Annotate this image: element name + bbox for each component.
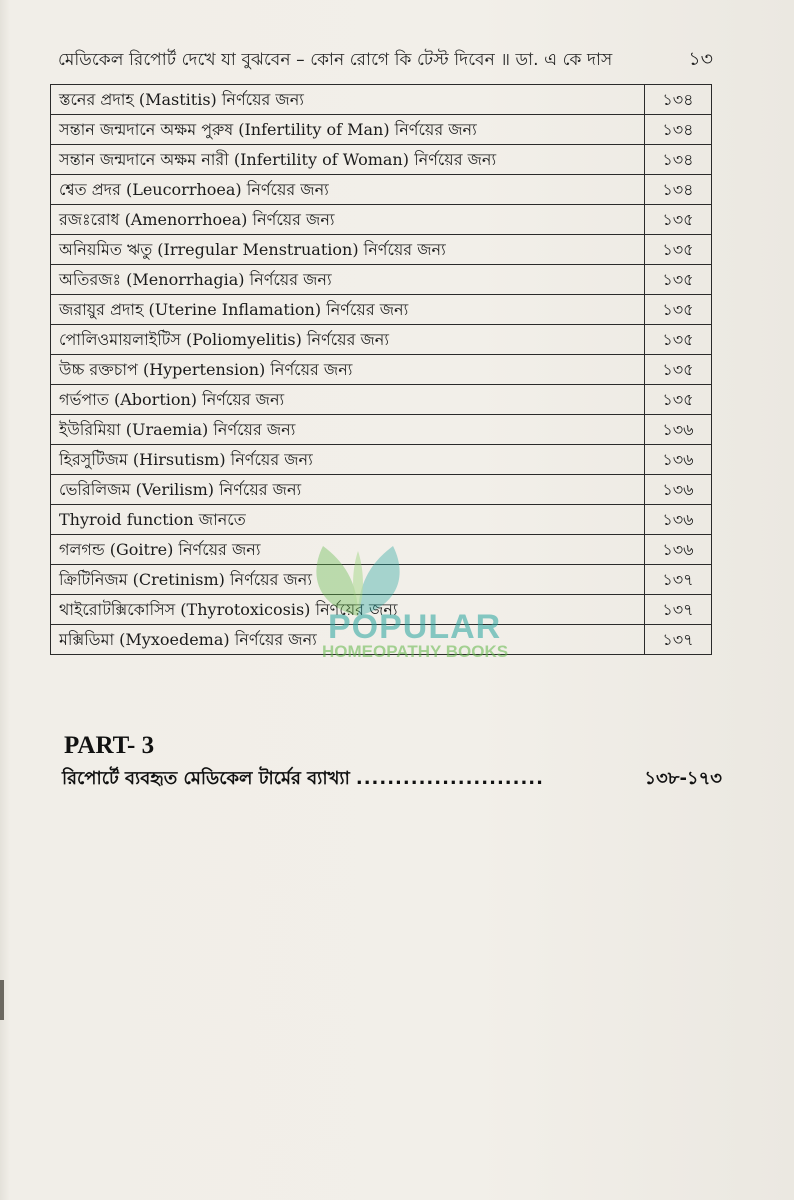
toc-page: ১৩৭: [644, 565, 711, 595]
toc-page: ১৩৫: [644, 355, 711, 385]
table-row: [51, 325, 712, 355]
table-row: [51, 475, 712, 505]
toc-entry: অনিয়মিত ঋতু (Irregular Menstruation) নির্ণয়ের জন্য: [51, 235, 645, 265]
part-entry-title: রিপোর্টে ব্যবহৃত মেডিকেল টার্মের ব্যাখ্যা: [62, 768, 350, 789]
part-heading: PART- 3: [64, 732, 155, 759]
toc-entry: অতিরজঃ (Menorrhagia) নির্ণয়ের জন্য: [51, 265, 645, 295]
toc-page: ১৩৫: [644, 385, 711, 415]
contents-table: [50, 84, 712, 655]
table-row: [51, 205, 712, 235]
toc-entry: মক্সিডিমা (Myxoedema) নির্ণয়ের জন্য: [51, 625, 645, 655]
toc-entry: ইউরিমিয়া (Uraemia) নির্ণয়ের জন্য: [51, 415, 645, 445]
watermark-line2: HOMEOPATHY BOOKS: [322, 642, 509, 661]
toc-entry: উচ্চ রক্তচাপ (Hypertension) নির্ণয়ের জন্য: [51, 355, 645, 385]
table-row: [51, 535, 712, 565]
toc-page: ১৩৬: [644, 505, 711, 535]
toc-entry: পোলিওমায়লাইটিস (Poliomyelitis) নির্ণয়ের জন্য: [51, 325, 645, 355]
toc-page: ১৩৪: [644, 175, 711, 205]
contents-table-body: [51, 85, 712, 655]
toc-entry: ভেরিলিজম (Verilism) নির্ণয়ের জন্য: [51, 475, 645, 505]
toc-page: ১৩৫: [644, 265, 711, 295]
table-row: [51, 445, 712, 475]
toc-entry: গলগন্ড (Goitre) নির্ণয়ের জন্য: [51, 535, 645, 565]
table-row: [51, 145, 712, 175]
toc-page: ১৩৬: [644, 415, 711, 445]
toc-page: ১৩৭: [644, 595, 711, 625]
table-row: [51, 415, 712, 445]
table-row: [51, 235, 712, 265]
toc-entry: জরায়ুর প্রদাহ (Uterine Inflamation) নির্ণয়ের জন্য: [51, 295, 645, 325]
toc-entry: থাইরোটক্সিকোসিস (Thyrotoxicosis) নির্ণয়ের জন্য: [51, 595, 645, 625]
table-row: [51, 385, 712, 415]
toc-page: ১৩৬: [644, 535, 711, 565]
toc-page: ১৩৭: [644, 625, 711, 655]
toc-page: ১৩৫: [644, 205, 711, 235]
table-row: [51, 265, 712, 295]
header-page-number: ১৩: [688, 48, 713, 70]
part-entry: [62, 764, 722, 795]
toc-entry: ক্রিটিনিজম (Cretinism) নির্ণয়ের জন্য: [51, 565, 645, 595]
toc-page: ১৩৬: [644, 475, 711, 505]
table-row: [51, 85, 712, 115]
running-header: [58, 44, 713, 78]
table-row: [51, 595, 712, 625]
toc-page: ১৩৪: [644, 145, 711, 175]
toc-entry: শ্বেত প্রদর (Leucorrhoea) নির্ণয়ের জন্য: [51, 175, 645, 205]
toc-page: ১৩৪: [644, 85, 711, 115]
toc-entry: Thyroid function জানতে: [51, 505, 645, 535]
toc-entry: গর্ভপাত (Abortion) নির্ণয়ের জন্য: [51, 385, 645, 415]
toc-entry: রজঃরোধ (Amenorrhoea) নির্ণয়ের জন্য: [51, 205, 645, 235]
toc-entry: হিরসুটিজম (Hirsutism) নির্ণয়ের জন্য: [51, 445, 645, 475]
table-row: [51, 175, 712, 205]
toc-page: ১৩৬: [644, 445, 711, 475]
table-row: [51, 505, 712, 535]
header-title: মেডিকেল রিপোর্ট দেখে যা বুঝবেন – কোন রোগে কি টেস্ট দিবেন ॥ ডা. এ কে দাস: [58, 50, 613, 70]
toc-entry: সন্তান জন্মদানে অক্ষম নারী (Infertility of Woman) নির্ণয়ের জন্য: [51, 145, 645, 175]
toc-entry: স্তনের প্রদাহ (Mastitis) নির্ণয়ের জন্য: [51, 85, 645, 115]
table-row: [51, 355, 712, 385]
toc-page: ১৩৫: [644, 235, 711, 265]
part-entry-leader: ........................: [355, 768, 544, 789]
part-entry-pages: ১৩৮-১৭৩: [644, 768, 722, 789]
watermark-line1: POPULAR: [328, 608, 502, 646]
table-row: [51, 625, 712, 655]
toc-page: ১৩৫: [644, 295, 711, 325]
page-edge-mark: [0, 980, 4, 1020]
table-row: [51, 115, 712, 145]
table-row: [51, 565, 712, 595]
toc-entry: সন্তান জন্মদানে অক্ষম পুরুষ (Infertility of Man) নির্ণয়ের জন্য: [51, 115, 645, 145]
table-row: [51, 295, 712, 325]
toc-page: ১৩৪: [644, 115, 711, 145]
toc-page: ১৩৫: [644, 325, 711, 355]
